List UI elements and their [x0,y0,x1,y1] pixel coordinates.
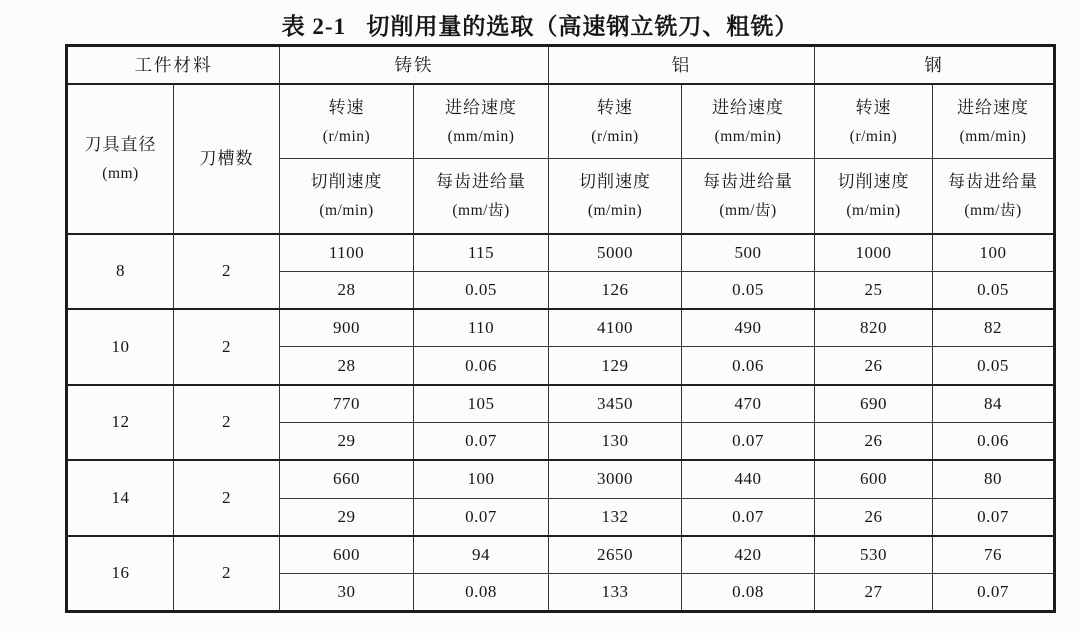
cell-value: 0.07 [682,498,815,536]
label-line: 每齿进给量 [703,172,793,192]
unit-line: (mm/min) [447,127,515,145]
cell-value: 0.07 [414,422,549,460]
cell-diameter: 10 [67,309,174,385]
header-workpiece-material [67,46,280,84]
cell-value: 0.07 [933,574,1055,612]
header-steel-cutting-speed [815,159,933,234]
cell-value: 126 [549,271,682,309]
header-flute-count-label: 刀槽数 [199,148,254,168]
label-line: 转速 [597,97,633,117]
label-line: 进给速度 [445,97,517,117]
cell-value: 26 [815,422,933,460]
header-castiron-feed-rate [414,84,549,159]
table-row [67,536,1055,574]
cell-diameter: 16 [67,536,174,612]
cell-value: 0.07 [414,498,549,536]
table-row [67,460,1055,498]
unit-line: (m/min) [846,202,901,219]
cell-value: 0.05 [933,347,1055,385]
label-line: 切削速度 [579,172,651,192]
table-title: 表 2-1 切削用量的选取（高速钢立铣刀、粗铣） [281,14,799,39]
cell-value: 100 [933,234,1055,272]
label-line: 每齿进给量 [436,172,526,192]
cell-value: 0.05 [682,271,815,309]
label-line: 切削速度 [310,172,383,192]
header-castiron-feed-per-tooth [414,159,549,234]
table-row [67,234,1055,272]
cell-diameter: 14 [67,460,174,536]
cell-value: 29 [280,498,414,536]
header-castiron-spindle-speed [280,84,414,159]
cell-value: 660 [280,460,414,498]
cell-value: 2650 [549,536,682,574]
cell-value: 0.05 [933,271,1055,309]
header-steel-feed-per-tooth [933,159,1055,234]
label-line: 每齿进给量 [948,172,1038,192]
label-line: 进给速度 [712,97,784,117]
header-workpiece-material-label: 工件材料 [134,55,213,76]
cell-value: 115 [414,234,549,272]
cell-value: 440 [682,460,815,498]
header-material-aluminum [549,46,815,84]
unit-line: (mm/齿) [452,202,510,219]
cell-value: 82 [933,309,1055,347]
cell-value: 690 [815,385,933,423]
header-tool-diameter-label: 刀具直径 [84,135,157,155]
header-castiron-cutting-speed [280,159,414,234]
cell-value: 110 [414,309,549,347]
cell-value: 76 [933,536,1055,574]
cell-value: 30 [280,574,414,612]
cell-value: 490 [682,309,815,347]
cell-value: 1100 [280,234,414,272]
unit-line: (r/min) [322,127,371,145]
label-line: 切削速度 [837,172,910,192]
header-aluminum-feed-rate [682,84,815,159]
cell-diameter: 8 [67,234,174,310]
cell-value: 132 [549,498,682,536]
cell-value: 26 [815,347,933,385]
cell-flute-count: 2 [174,385,280,461]
header-flute-count [174,84,280,234]
unit-line: (mm/齿) [964,202,1022,219]
table-row [67,309,1055,347]
unit-line: (mm/min) [959,127,1027,145]
cell-value: 28 [280,347,414,385]
table-row [67,385,1055,423]
header-aluminum-feed-per-tooth [682,159,815,234]
cell-diameter: 12 [67,385,174,461]
label-line: 转速 [328,97,365,117]
cell-flute-count: 2 [174,309,280,385]
cell-value: 470 [682,385,815,423]
cell-value: 28 [280,271,414,309]
cell-value: 0.05 [414,271,549,309]
cell-flute-count: 2 [174,234,280,310]
unit-line: (r/min) [849,127,898,145]
cell-value: 770 [280,385,414,423]
cell-value: 3000 [549,460,682,498]
cell-value: 1000 [815,234,933,272]
header-material-cast-iron-label: 铸铁 [394,55,434,76]
cell-value: 4100 [549,309,682,347]
label-line: 转速 [855,97,892,117]
unit-line: (m/min) [319,202,374,219]
cell-value: 0.07 [682,422,815,460]
unit-line: (m/min) [587,202,643,219]
header-material-steel [815,46,1055,84]
cell-value: 500 [682,234,815,272]
cell-value: 84 [933,385,1055,423]
cell-value: 0.08 [414,574,549,612]
cell-value: 0.06 [682,347,815,385]
header-aluminum-spindle-speed [549,84,682,159]
cell-value: 25 [815,271,933,309]
unit-line: (mm/min) [714,127,782,145]
cell-value: 27 [815,574,933,612]
header-material-steel-label: 钢 [924,55,944,76]
cell-value: 0.06 [414,347,549,385]
cell-value: 530 [815,536,933,574]
cell-flute-count: 2 [174,460,280,536]
cell-value: 26 [815,498,933,536]
cell-value: 600 [815,460,933,498]
unit-line: (r/min) [591,127,639,145]
cell-value: 820 [815,309,933,347]
cell-value: 420 [682,536,815,574]
cell-value: 0.06 [933,422,1055,460]
cell-value: 900 [280,309,414,347]
cell-value: 600 [280,536,414,574]
cell-value: 5000 [549,234,682,272]
cell-value: 105 [414,385,549,423]
cell-value: 29 [280,422,414,460]
cell-value: 129 [549,347,682,385]
cell-value: 3450 [549,385,682,423]
label-line: 进给速度 [957,97,1029,117]
cell-value: 0.08 [682,574,815,612]
header-material-aluminum-label: 铝 [671,55,692,76]
cell-value: 80 [933,460,1055,498]
cell-value: 94 [414,536,549,574]
header-tool-diameter [67,84,174,234]
header-material-cast-iron [280,46,549,84]
cutting-parameters-table [65,44,1056,613]
header-aluminum-cutting-speed [549,159,682,234]
header-tool-diameter-unit: (mm) [102,164,139,182]
cell-value: 133 [549,574,682,612]
unit-line: (mm/齿) [719,202,777,219]
header-steel-feed-rate [933,84,1055,159]
cell-value: 100 [414,460,549,498]
cell-flute-count: 2 [174,536,280,612]
header-steel-spindle-speed [815,84,933,159]
cell-value: 0.07 [933,498,1055,536]
cell-value: 130 [549,422,682,460]
